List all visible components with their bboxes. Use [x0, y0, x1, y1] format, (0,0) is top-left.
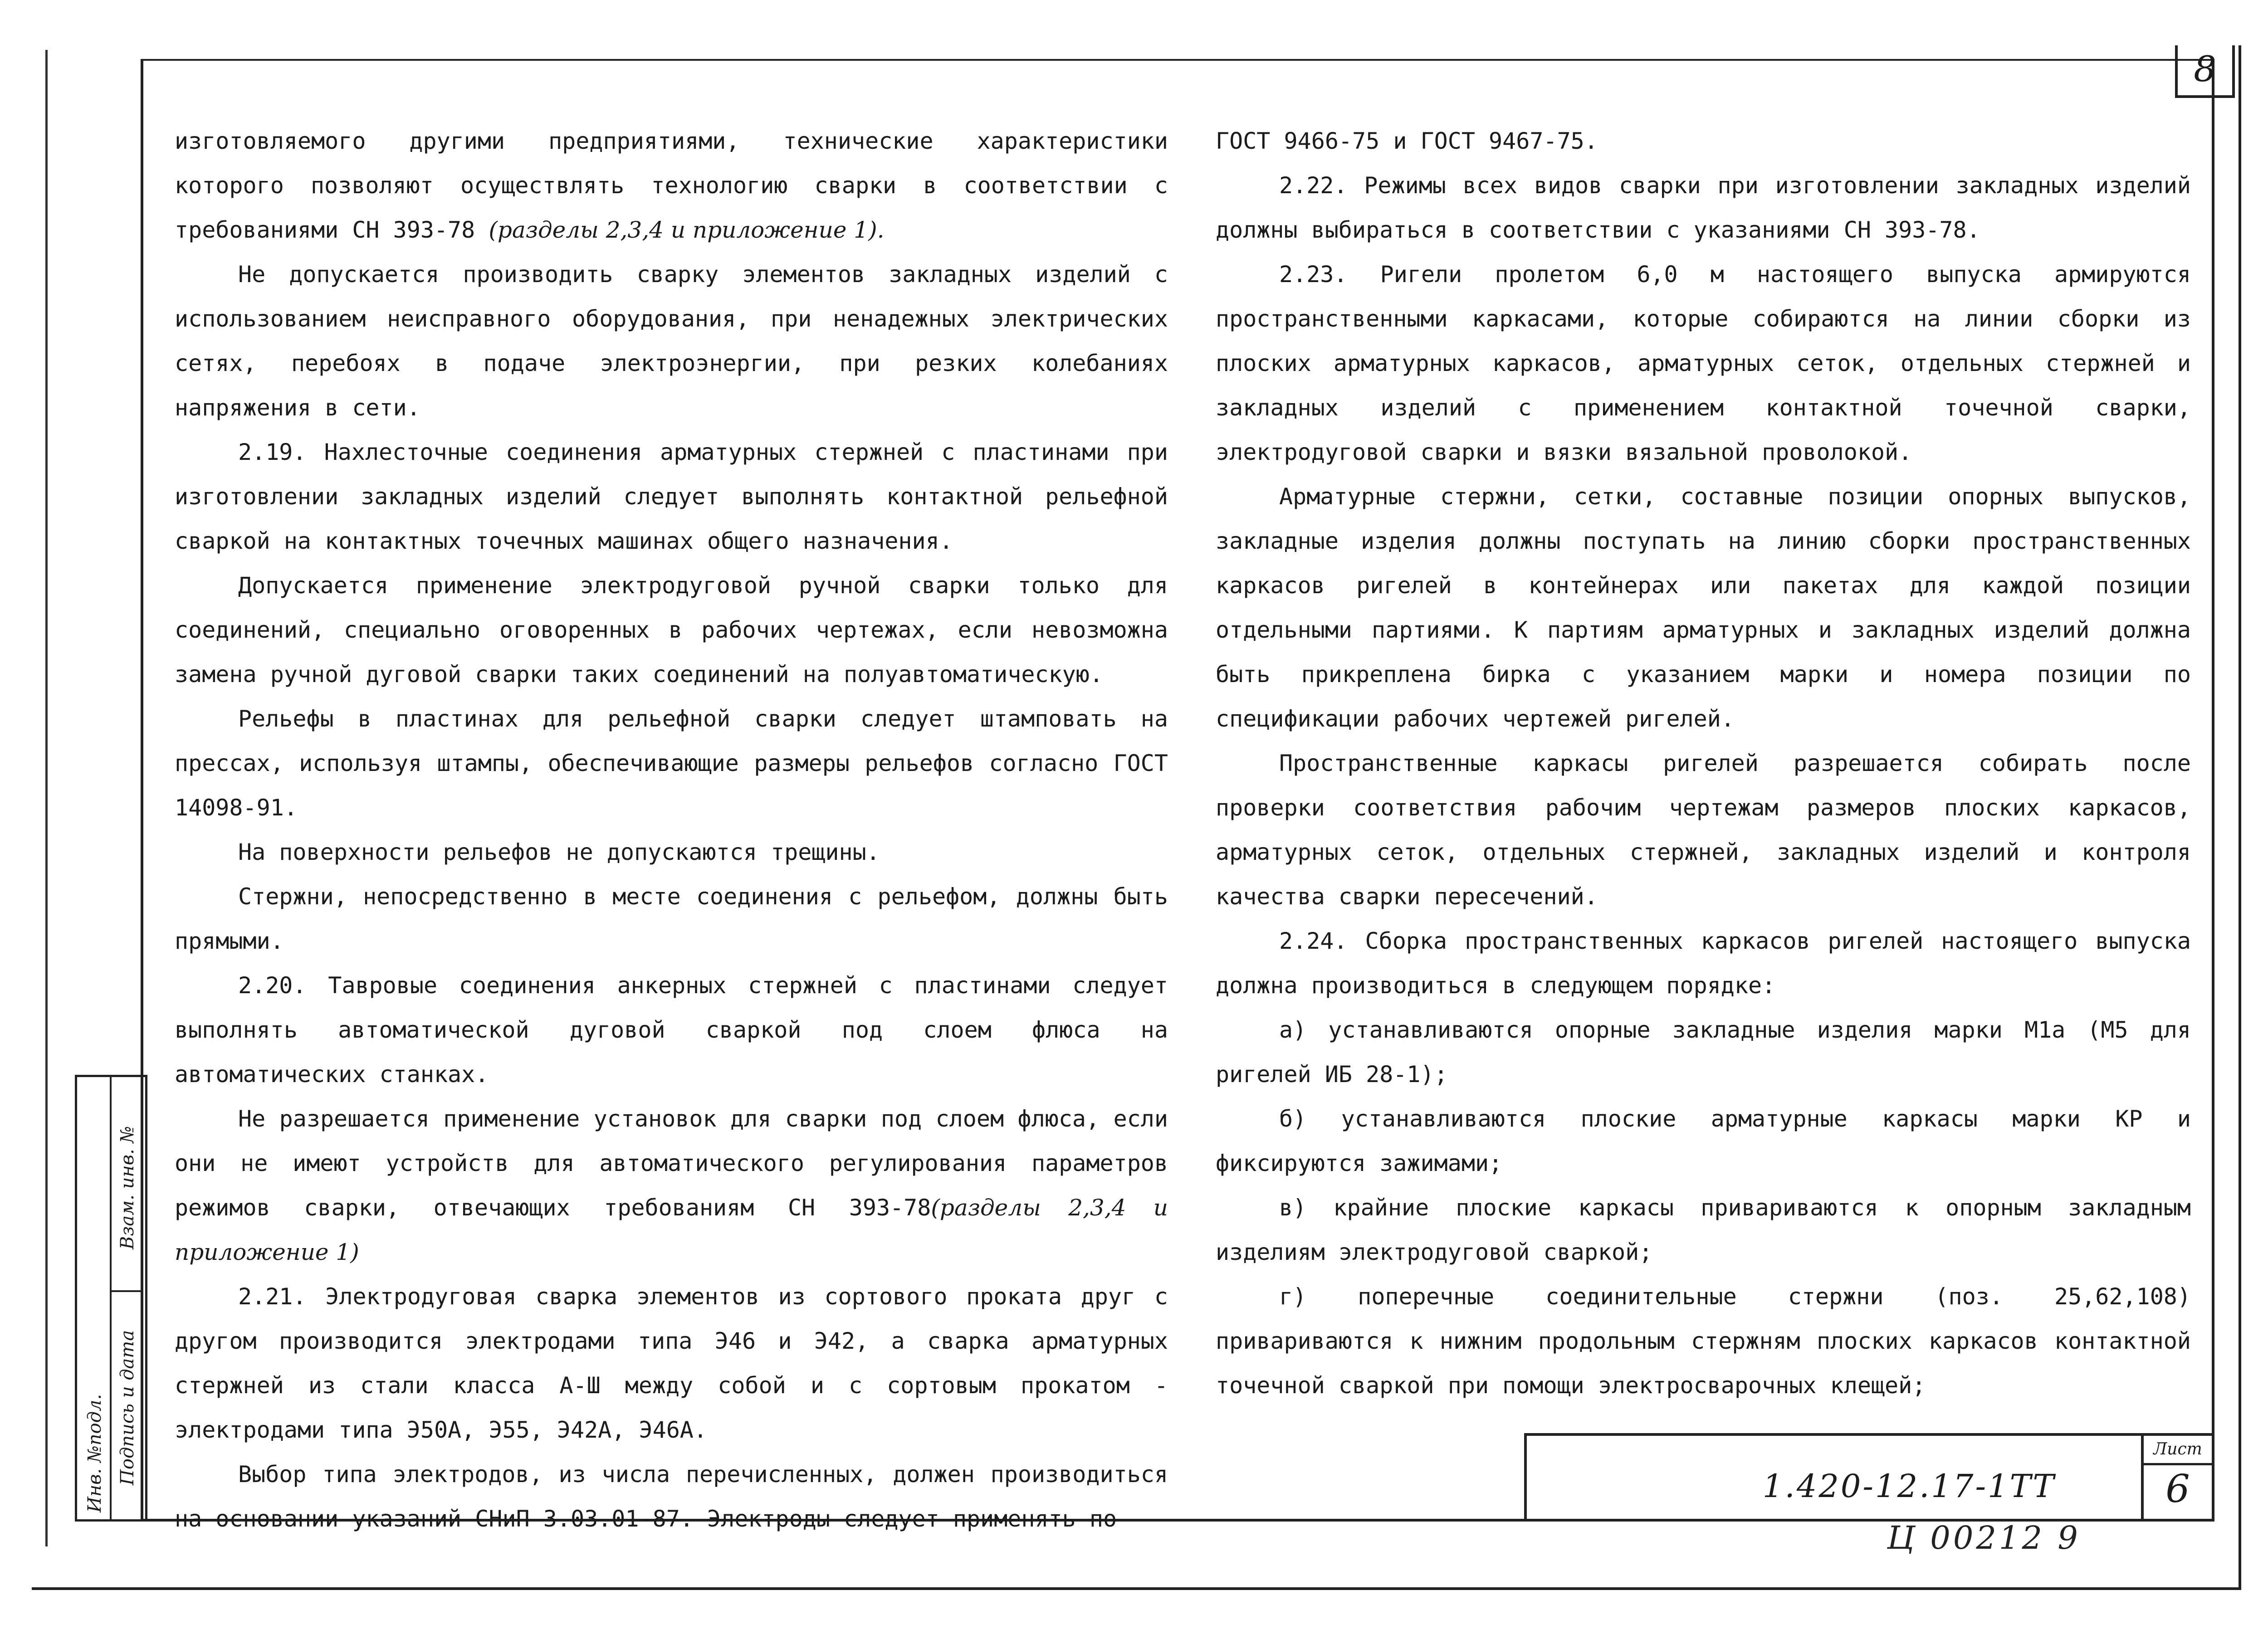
paragraph: г) поперечные соединительные стержни (поз. 25,62,108) привариваются к нижним продольным стержням плоских каркасов контактной точечной сваркой при помощи электросварочных клещей;	[1216, 1283, 2191, 1399]
side-label-inv: Инв. №подл.	[84, 1394, 105, 1512]
sheet-value: 6	[2165, 1467, 2190, 1511]
side-stamp-col-1	[77, 1077, 112, 1519]
paragraph: 2.21. Электродуговая сварка элементов из сортового проката друг с другом производится электродами типа Э46 и Э42, а сварка арматурных стержней из стали класса А-Ш между собой и с сортовым прокатом - электродами типа Э50А, Э55, Э42А, Э46А.	[175, 1283, 1168, 1443]
inventory-number: Ц 00212 9	[1887, 1519, 2081, 1556]
paragraph: Арматурные стержни, сетки, составные позиции опорных выпусков, закладные изделия должны поступать на линию сборки пространственных каркасов ригелей в контейнерах или пакетах для каждой позиции отдельными партиями. К партиям арматурных и закладных изделий должна быть прикреплена бирка с указанием марки и номера позиции по спецификации рабочих чертежей ригелей.	[1216, 483, 2191, 732]
side-label-signature: Подпись и дата	[117, 1330, 138, 1485]
paragraph: 2.22. Режимы всех видов сварки при изготовлении закладных изделий должны выбираться в соответствии с указаниями СН 393-78.	[1216, 172, 2191, 243]
paragraph: Рельефы в пластинах для рельефной сварки следует штамповать на прессах, используя штампы, обеспечивающие размеры рельефов согласно ГОСТ 14098-91.	[175, 706, 1168, 821]
paragraph: а) устанавливаются опорные закладные изделия марки М1а (М5 для ригелей ИБ 28-1);	[1216, 1017, 2191, 1088]
paragraph: б) устанавливаются плоские арматурные каркасы марки КР и фиксируются зажимами;	[1216, 1106, 2191, 1176]
left-text-column	[175, 119, 1168, 1541]
paragraph: изготовляемого другими предприятиями, технические характеристики которого позволяют осуществлять технологию сварки в соответствии с требованиями СН 393-78 (разделы 2,3,4 и приложение 1).	[175, 128, 1168, 243]
side-stamp-col-2	[110, 1077, 142, 1519]
sheet-number-box	[2175, 45, 2235, 98]
paragraph: 2.20. Тавровые соединения анкерных стержней с пластинами следует выполнять автоматической дуговой сваркой под слоем флюса на автоматических станках.	[175, 972, 1168, 1088]
paragraph: 2.23. Ригели пролетом 6,0 м настоящего выпуска армируются пространственными каркасами, которые собираются на линии сборки из плоских арматурных каркасов, арматурных сеток, отдельных стержней и закладных изделий с применением контактной точечной сварки, электродуговой сварки и вязки вязальной проволокой.	[1216, 261, 2191, 465]
sheet-cell	[2141, 1436, 2212, 1520]
paragraph: Стержни, непосредственно в месте соединения с рельефом, должны быть прямыми.	[175, 883, 1168, 954]
paragraph: Выбор типа электродов, из числа перечисленных, должен производиться на основании указаний СНиП 3.03.01-87. Электроды следует применять по	[175, 1461, 1168, 1532]
side-stamp-divider	[110, 1290, 142, 1292]
paragraph: На поверхности рельефов не допускаются трещины.	[238, 839, 880, 865]
paragraph: 2.24. Сборка пространственных каркасов ригелей настоящего выпуска должна производиться в следующем порядке:	[1216, 928, 2191, 999]
title-block	[1524, 1433, 2212, 1520]
sheet-label: Лист	[2144, 1436, 2212, 1465]
paragraph: Не допускается производить сварку элементов закладных изделий с использованием неисправного оборудования, при ненадежных электрических сетях, перебоях в подаче электроэнергии, при резких колебаниях напряжения в сети.	[175, 261, 1168, 421]
paragraph: 2.19. Нахлесточные соединения арматурных стержней с пластинами при изготовлении закладных изделий следует выполнять контактной рельефной сваркой на контактных точечных машинах общего назначения.	[175, 439, 1168, 554]
paragraph: Допускается применение электродуговой ручной сварки только для соединений, специально оговоренных в рабочих чертежах, если невозможна замена ручной дуговой сварки таких соединений на полуавтоматическую.	[175, 572, 1168, 688]
side-stamp	[75, 1075, 147, 1522]
paragraph: ГОСТ 9466-75 и ГОСТ 9467-75.	[1216, 128, 1598, 154]
document-code: 1.420-12.17-1ТТ	[1763, 1468, 2056, 1505]
paragraph: в) крайние плоские каркасы привариваются к опорным закладным изделиям электродуговой сваркой;	[1216, 1195, 2191, 1265]
side-label-replace: Взам. инв. №	[117, 1126, 138, 1249]
right-text-column	[1216, 119, 2191, 1408]
sheet-number-top: 8	[2194, 49, 2216, 90]
paragraph: Не разрешается применение установок для сварки под слоем флюса, если они не имеют устройств для автоматического регулирования параметров режимов сварки, отвечающих требованиям СН 393-78(разделы 2,3,4 и приложение 1)	[175, 1106, 1168, 1265]
paragraph: Пространственные каркасы ригелей разрешается собирать после проверки соответствия рабочим чертежам размеров плоских каркасов, арматурных сеток, отдельных стержней, закладных изделий и контроля качества сварки пересечений.	[1216, 750, 2191, 910]
